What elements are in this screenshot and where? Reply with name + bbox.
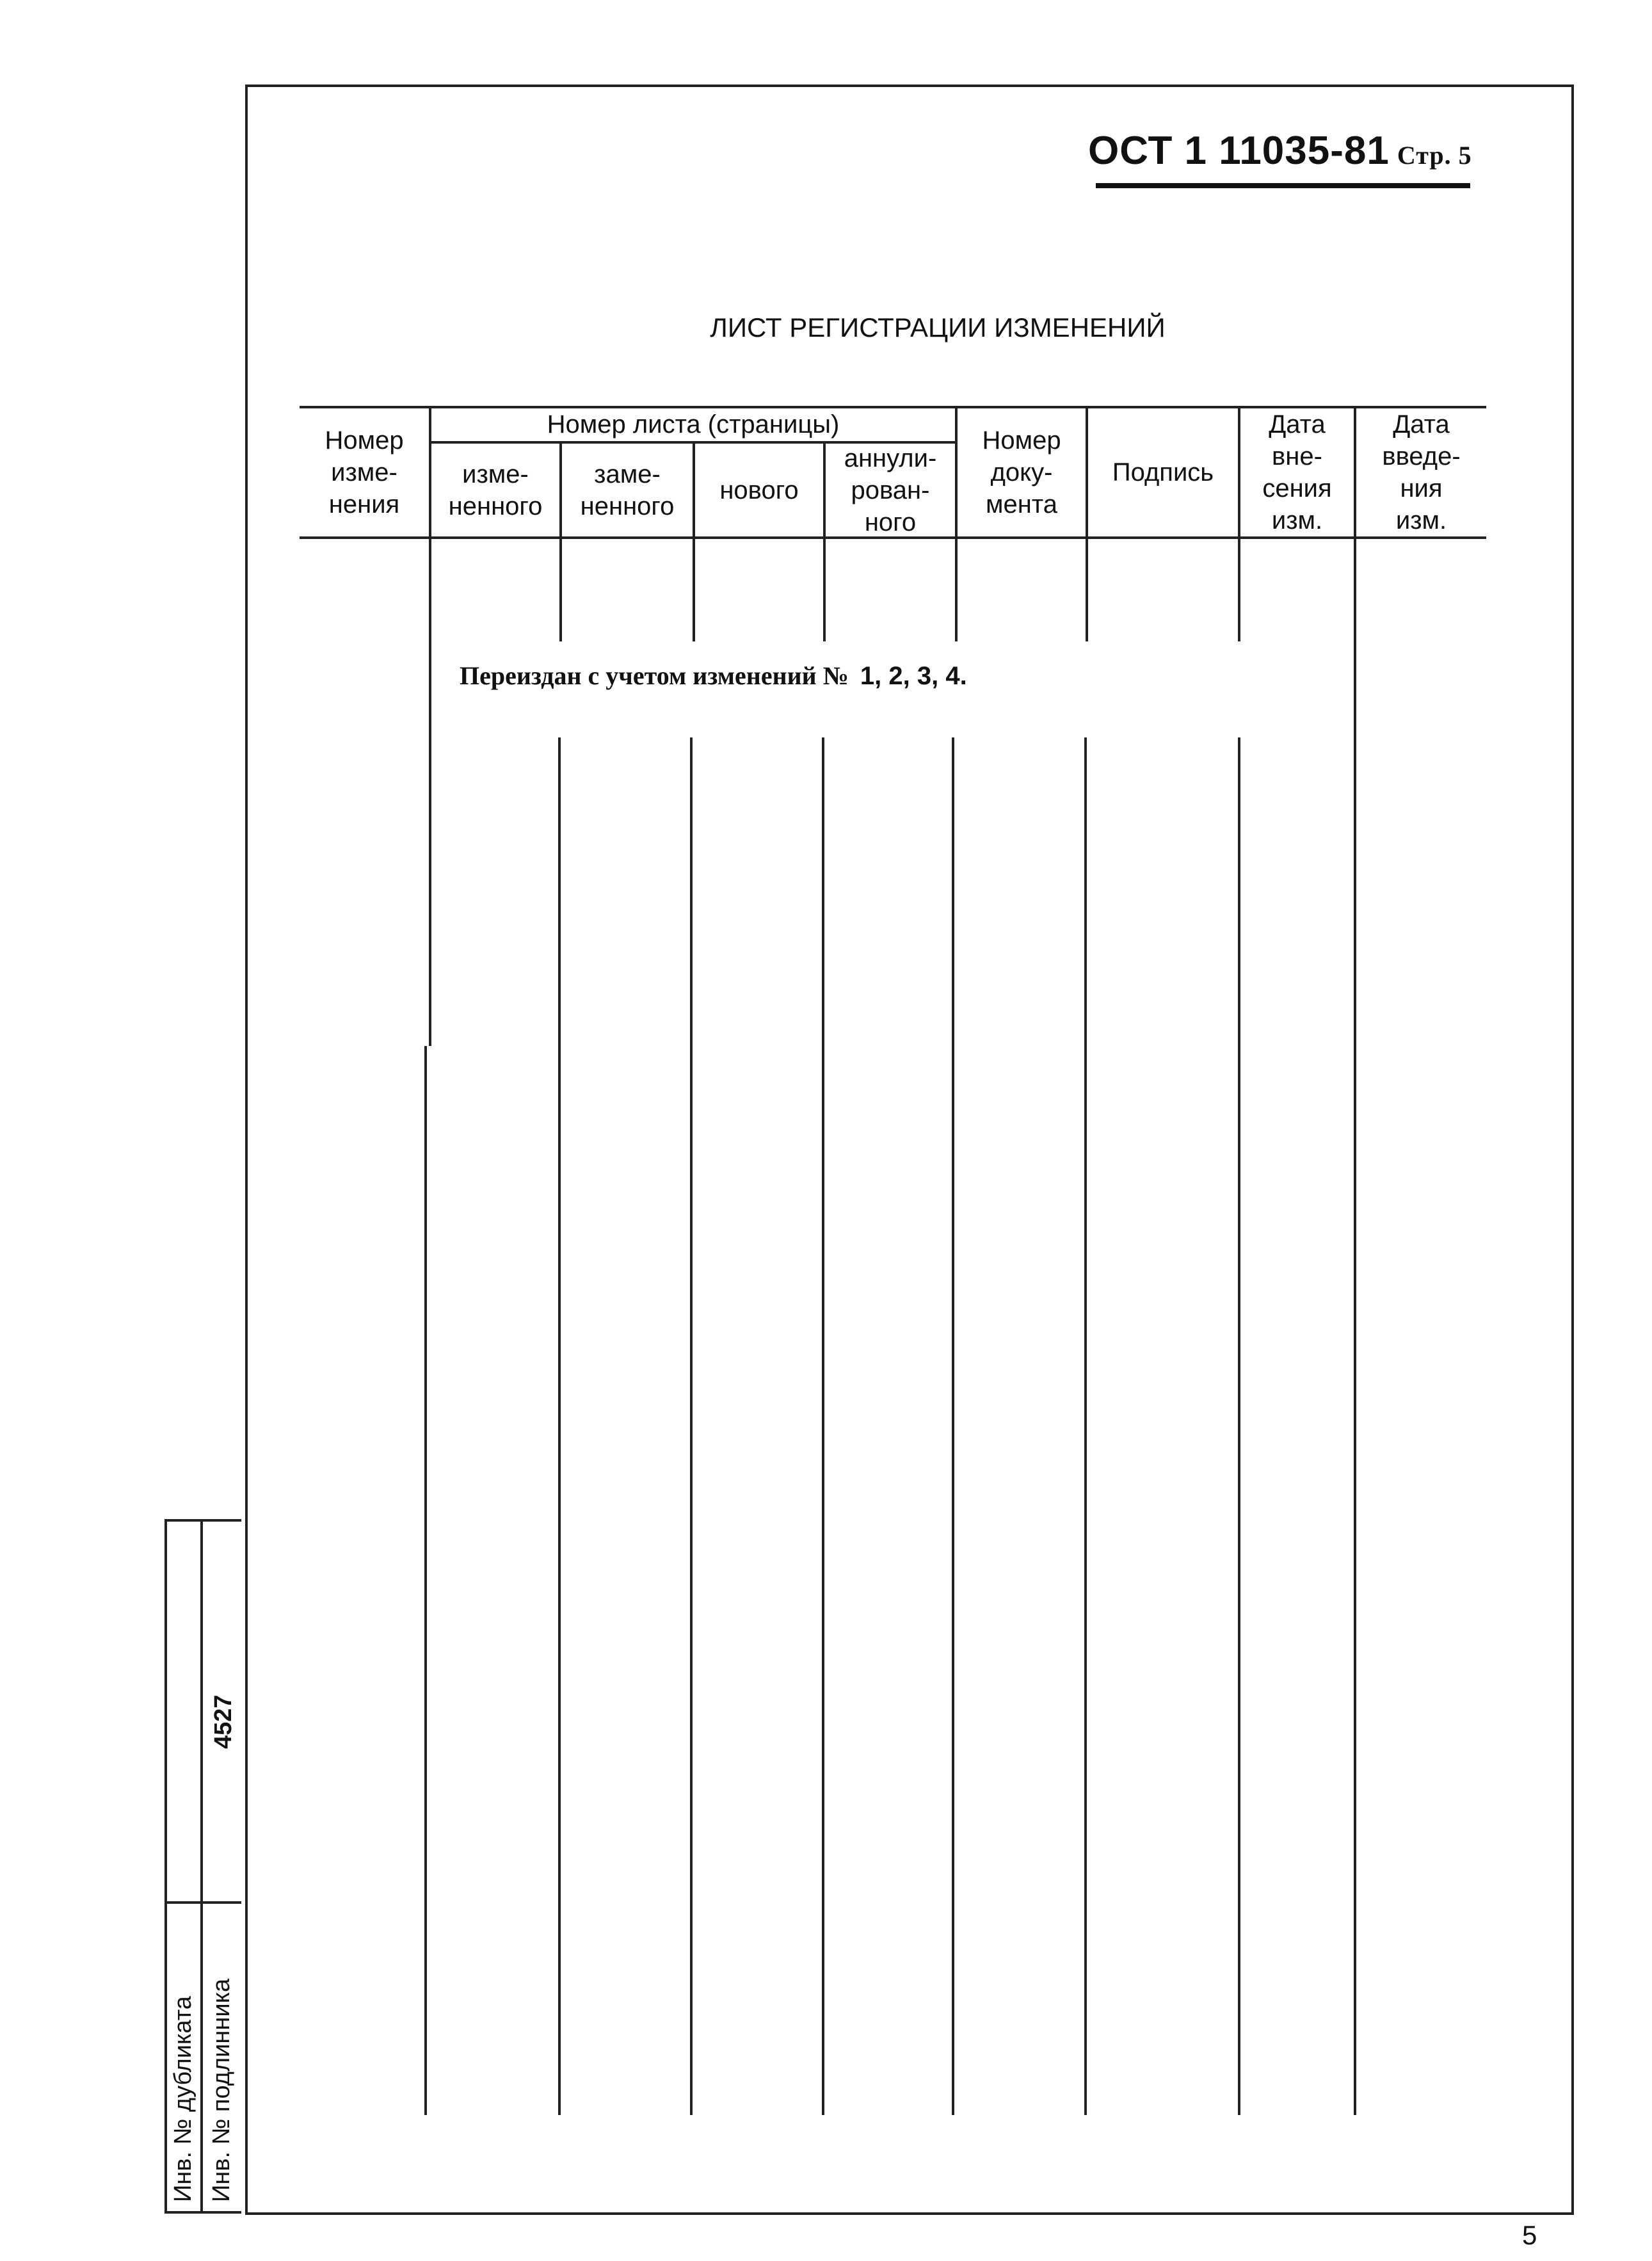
column-divider xyxy=(1238,737,1240,2115)
header-sheet-number-group: Номер листа (страницы) xyxy=(547,410,840,439)
inventory-stamp-row-divider xyxy=(164,1901,241,1904)
column-divider xyxy=(952,737,954,2115)
column-divider xyxy=(1354,406,1356,2115)
sheet-title: ЛИСТ РЕГИСТРАЦИИ ИЗМЕНЕНИЙ xyxy=(710,312,1166,342)
header-doc-number: Номер доку- мента xyxy=(982,426,1061,519)
header-sub-annulled: аннули- рован- ного xyxy=(844,444,937,536)
header-underline xyxy=(1096,183,1470,188)
column-divider xyxy=(690,737,693,2115)
page-number: 5 xyxy=(1522,2220,1537,2250)
header-date-intro: Дата введе- ния изм. xyxy=(1382,410,1461,535)
header-date-entry: Дата вне- сения изм. xyxy=(1262,410,1332,535)
column-divider xyxy=(1084,737,1087,2115)
reissue-note-text: Переиздан с учетом изменений № xyxy=(460,661,849,690)
column-divider xyxy=(558,737,561,2115)
reissue-note xyxy=(460,661,967,691)
column-divider xyxy=(424,1046,427,2115)
page-frame xyxy=(245,84,1574,2215)
inv-duplicate-label: Инв. № дубликата xyxy=(170,1996,196,2202)
header-sub-replaced: заме- ненного xyxy=(580,460,675,520)
inv-original-label: Инв. № подлинника xyxy=(208,1978,235,2202)
header-change-number: Номер изме- нения xyxy=(325,426,404,519)
doc-code: ОСТ 1 11035-81 xyxy=(1088,129,1390,173)
inventory-stamp-divider xyxy=(200,1519,203,2214)
header-sub-new: нового xyxy=(719,476,799,504)
header-sub-changed: изме- ненного xyxy=(448,460,543,520)
inv-original-value: 4527 xyxy=(210,1694,237,1749)
header-signature: Подпись xyxy=(1112,458,1214,487)
page-label: Стр. 5 xyxy=(1397,141,1472,170)
column-divider xyxy=(822,737,824,2115)
document-header xyxy=(1088,128,1472,173)
reissue-note-numbers: 1, 2, 3, 4. xyxy=(860,662,967,690)
